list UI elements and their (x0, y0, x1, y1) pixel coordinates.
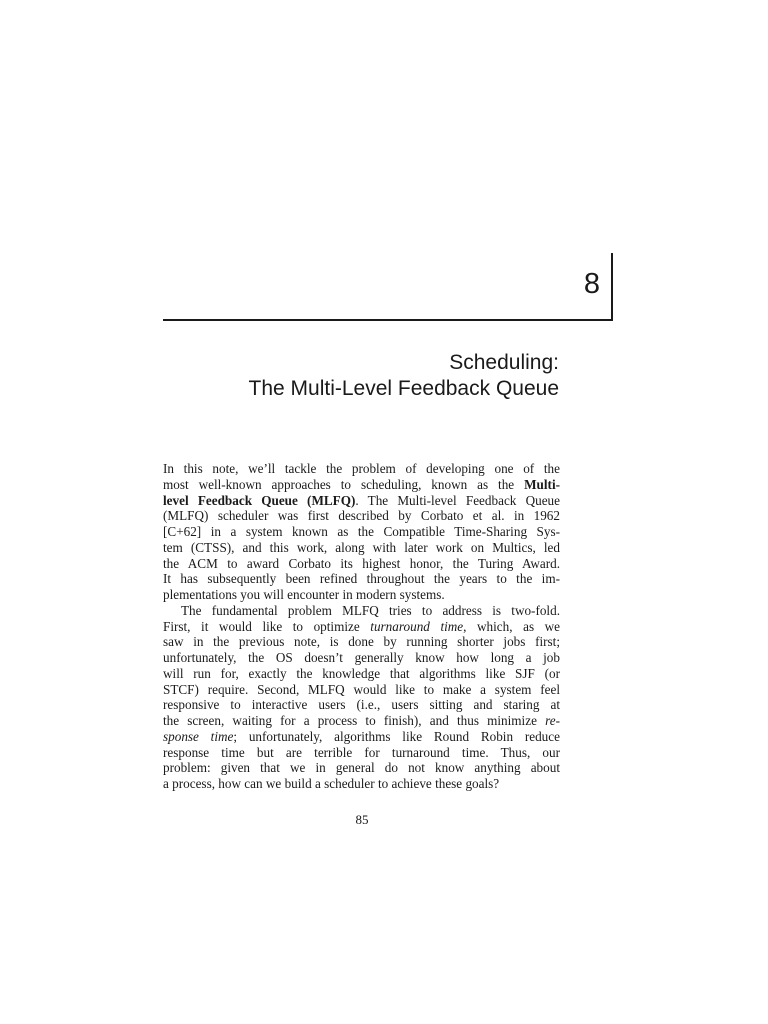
text-line (163, 619, 560, 635)
text-line: problem: given that we in general do not know anything about (163, 760, 560, 776)
chapter-title (163, 350, 559, 402)
text-fragment: First, it would like to optimize (163, 618, 360, 634)
page-number: 85 (355, 812, 369, 827)
text-line: responsive to interactive users (i.e., users sitting and staring at (163, 697, 560, 713)
text-line: The fundamental problem MLFQ tries to address is two-fold. (181, 602, 560, 618)
text-line (163, 493, 560, 509)
text-fragment: most well-known approaches to scheduling, known as the (163, 476, 515, 492)
bold-term: Multi- (524, 476, 561, 492)
text-fragment: , which, as we (463, 618, 560, 634)
chapter-title-line-1: Scheduling: (449, 351, 559, 374)
text-line: (MLFQ) scheduler was first described by Corbato et al. in 1962 (163, 508, 560, 524)
italic-term: sponse time (163, 728, 234, 744)
text-line: STCF) require. Second, MLFQ would like to make a system feel (163, 681, 560, 697)
text-line: tem (CTSS), and this work, along with later work on Multics, led (163, 539, 560, 555)
chapter-number: 8 (583, 268, 600, 300)
body-text (163, 461, 560, 792)
text-line: plementations you will encounter in modern systems. (163, 587, 445, 602)
chapter-title-line-2: The Multi-Level Feedback Queue (248, 377, 559, 400)
text-line (163, 713, 560, 729)
italic-term: re- (545, 713, 560, 728)
text-line: a process, how can we build a scheduler to achieve these goals? (163, 776, 500, 791)
text-fragment: . The Multi-level Feedback Queue (355, 492, 560, 508)
paragraph-problem (163, 603, 560, 792)
text-line: In this note, we’ll tackle the problem of developing one of the (163, 461, 560, 476)
text-line (163, 477, 560, 493)
chapter-horizontal-rule (163, 319, 613, 321)
text-line: response time but are terrible for turnaround time. Thus, our (163, 744, 560, 760)
text-line: unfortunately, the OS doesn’t generally know how long a job (163, 650, 560, 665)
text-fragment: the screen, waiting for a process to finish), and thus minimize (163, 713, 537, 728)
text-line: [C+62] in a system known as the Compatible Time-Sharing Sys- (163, 524, 560, 539)
bold-term: level Feedback Queue (MLFQ) (163, 492, 356, 508)
text-line: will run for, exactly the knowledge that algorithms like SJF (or (163, 665, 560, 681)
paragraph-intro (163, 461, 560, 603)
text-fragment: ; unfortunately, algorithms like Round Robin reduce (233, 728, 560, 744)
text-line: the ACM to award Corbato its highest honor, the Turing Award. (163, 555, 560, 571)
text-line: It has subsequently been refined throughout the years to the im- (163, 571, 560, 587)
italic-term: turnaround time (370, 618, 464, 634)
text-line: saw in the previous note, is done by running shorter jobs first; (163, 634, 560, 650)
text-line (163, 729, 560, 745)
chapter-vertical-rule (611, 253, 613, 321)
